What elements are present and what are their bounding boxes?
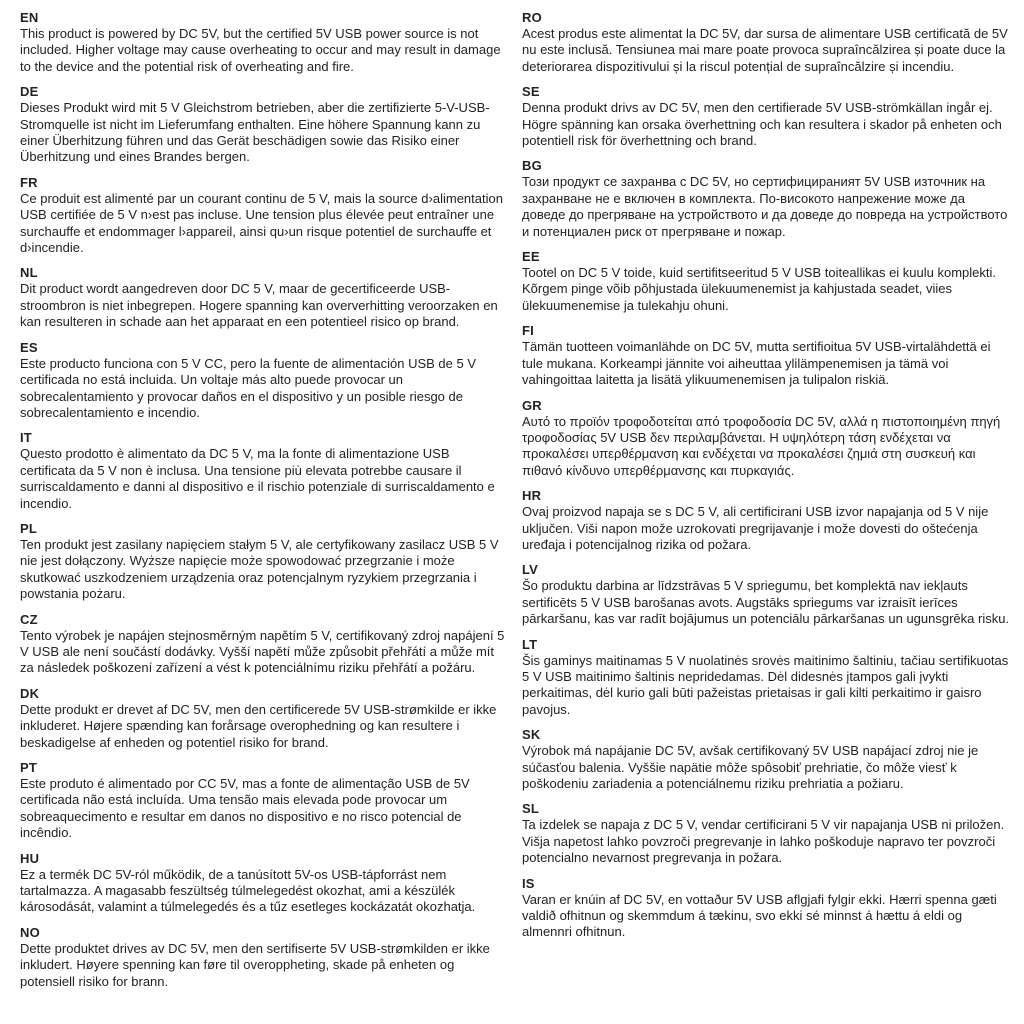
language-section: [522, 801, 1010, 866]
language-section: [20, 686, 508, 751]
language-text: Ta izdelek se napaja z DC 5 V, vendar certificirani 5 V vir napajanja USB ni priložen. Višja napetost lahko povzroči pregrevanje in lahko poškoduje napravo ter povzroči potencialno nevarnost pregrevanja in požara.: [522, 817, 1005, 866]
language-code: GR: [522, 397, 542, 413]
right-column: [522, 10, 1010, 1014]
language-text: This product is powered by DC 5V, but the certified 5V USB power source is not included. Higher voltage may cause overheating to occur and may result in damage to the device and the potential risk of overheating and fire.: [20, 26, 501, 74]
language-text: Tootel on DC 5 V toide, kuid sertifitseeritud 5 V USB toiteallikas ei kuulu komplekti. Kõrgem pinge võib põhjustada ülekuumenemist ja kahjustada seadet, viies ülekuumenemise ja tulekahju ohuni.: [522, 265, 997, 313]
language-text: Dette produktet drives av DC 5V, men den sertifiserte 5V USB-strømkilden er ikke inkludert. Høyere spenning kan føre til overoppheting, skade på enheten og potensiell risiko for brann.: [20, 940, 490, 989]
language-code: SE: [522, 84, 540, 100]
language-section: [522, 84, 1010, 149]
language-section: [522, 562, 1010, 627]
language-code: NL: [20, 265, 38, 281]
language-section: [20, 521, 508, 603]
language-section: [522, 249, 1010, 314]
language-text: Acest produs este alimentat la DC 5V, dar sursa de alimentare USB certificată de 5V nu este inclusă. Tensiunea mai mare poate provoca supraîncălzirea și poate duce la deteriorarea dispozitivului și la riscul potențial de supraîncălzire și incendiu.: [522, 26, 1008, 74]
language-section: [20, 430, 508, 512]
language-text: Ce produit est alimenté par un courant continu de 5 V, mais la source d›alimentation USB certifiée de 5 V n›est pas incluse. Une tension plus élevée peut entraîner une surchauffe et endommager l›appareil, ainsi qu›un risque potentiel de surchauffe et d›incendie.: [20, 190, 503, 256]
language-section: [20, 925, 508, 990]
language-text: Този продукт се захранва с DC 5V, но сертифицираният 5V USB източник на захранване не е включен в комплекта. По-високото напрежение може да доведе до прегряване на устройството и да доведе до повреда на устройството и потенциален риск от прегряване и пожар.: [522, 174, 1008, 239]
language-code: IS: [522, 875, 535, 891]
language-section: [522, 398, 1010, 480]
language-code: DK: [20, 685, 40, 701]
language-code: LT: [522, 636, 538, 652]
language-code: EN: [20, 10, 39, 25]
language-code: ES: [20, 339, 38, 355]
language-text: Este produto é alimentado por CC 5V, mas a fonte de alimentação USB de 5V certificada não está incluída. Uma tensão mais elevada pode provocar um sobreaquecimento e resultar em danos no dispositivo e no risco potencial de incêndio.: [20, 776, 470, 841]
language-code: SL: [522, 801, 540, 817]
language-section: [522, 158, 1010, 240]
language-text: Ten produkt jest zasilany napięciem stałym 5 V, ale certyfikowany zasilacz USB 5 V nie jest dołączony. Wyższe napięcie może spowodować przegrzanie i może skutkować uszkodzeniem urządzenia oraz potencjalnym ryzykiem przegrzania i powstania pożaru.: [20, 536, 499, 602]
language-section: [20, 760, 508, 842]
language-code: IT: [20, 430, 32, 446]
language-section: [522, 876, 1010, 941]
language-code: PL: [20, 520, 38, 536]
language-code: HR: [522, 488, 542, 504]
language-text: Šo produktu darbina ar līdzstrāvas 5 V spriegumu, bet komplektā nav iekļauts sertificēts 5 V USB barošanas avots. Augstāks spriegums var izraisīt ierīces pārkaršanu, kas var radīt bojājumus un potenciālu pārkaršanas un ugunsgrēka risku.: [522, 578, 1010, 627]
language-section: [522, 637, 1010, 719]
language-code: PT: [20, 760, 38, 775]
language-section: [20, 340, 508, 422]
language-text: Questo prodotto è alimentato da DC 5 V, ma la fonte di alimentazione USB certificata da 5 V non è inclusa. Una tensione più elevata potrebbe causare il surriscaldamento e danni al dispositivo e il rischio potenziale di surriscaldamento e incendio.: [20, 446, 495, 511]
language-text: Šis gaminys maitinamas 5 V nuolatinės srovės maitinimo šaltiniu, tačiau sertifikuotas 5 V USB maitinimo šaltinis nepridedamas. Dėl didesnės įtampos gali įvykti perkaitimas, dėl kurio gali būti pažeistas prietaisas ir gali kilti perkaitimo ir gaisro pavojus.: [522, 652, 1009, 717]
language-code: EE: [522, 249, 540, 265]
language-section: [522, 323, 1010, 388]
language-text: Denna produkt drivs av DC 5V, men den certifierade 5V USB-strömkällan ingår ej. Högre spänning kan orsaka överhettning och kan resultera i skador på enheten och potentiell risk för överhettning och brand.: [522, 100, 1002, 149]
language-code: FR: [20, 174, 38, 190]
language-code: NO: [20, 924, 40, 940]
language-code: BG: [522, 158, 542, 174]
language-text: Dit product wordt aangedreven door DC 5 V, maar de gecertificeerde USB-stroombron is niet inbegrepen. Hogere spanning kan oververhitting veroorzaken en kan resulteren in schade aan het apparaat en een potentieel risico op brand.: [20, 281, 498, 330]
language-section: [522, 10, 1010, 75]
language-text: Tämän tuotteen voimanlähde on DC 5V, mutta sertifioitua 5V USB-virtalähdettä ei tule mukana. Korkeampi jännite voi aiheuttaa ylilämpenemisen ja tämä voi vahingoittaa laitetta ja lisätä ylikuumenemisen ja tulipalon riskiä.: [522, 339, 991, 388]
language-text: Ovaj proizvod napaja se s DC 5 V, ali certificirani USB izvor napajanja od 5 V nije uključen. Viši napon može uzrokovati pregrijavanje i može dovesti do oštećenja uređaja i potencijalnog rizika od požara.: [522, 504, 989, 552]
language-text: Este producto funciona con 5 V CC, pero la fuente de alimentación USB de 5 V certificada no está incluida. Un voltaje más alto puede provocar un sobrecalentamiento y provocar daños en el dispositivo y un posible riesgo de sobrecalentamiento e incendio.: [20, 355, 476, 420]
language-text: Varan er knúin af DC 5V, en vottaður 5V USB aflgjafi fylgir ekki. Hærri spenna gæti valdið ofhitnun og skemmdum á tækinu, svo ekki sé minnst á hættu á eldi og almennri ofhitnun.: [522, 891, 997, 940]
language-section: [20, 84, 508, 166]
language-text: Tento výrobek je napájen stejnosměrným napětím 5 V, certifikovaný zdroj napájení 5 V USB ale není součástí dodávky. Vyšší napětí může způsobit přehřátí a může mít za následek poškození zařízení a vést k potenciálnímu riziku přehřátí a požáru.: [20, 627, 505, 676]
language-code: RO: [522, 10, 542, 25]
language-code: CZ: [20, 611, 38, 627]
language-code: DE: [20, 84, 39, 100]
language-text: Výrobok má napájanie DC 5V, avšak certifikovaný 5V USB napájací zdroj nie je súčasťou balenia. Vyššie napätie môže spôsobiť prehriatie, čo môže viesť k poškodeniu zariadenia a potenciálnemu riziku prehriatia a požiaru.: [522, 743, 979, 791]
language-code: HU: [20, 850, 40, 866]
language-code: SK: [522, 727, 541, 743]
language-section: [20, 851, 508, 916]
language-code: LV: [522, 562, 539, 578]
language-text: Ez a termék DC 5V-ról működik, de a tanúsított 5V-os USB-tápforrást nem tartalmazza. A magasabb feszültség túlmelegedést okozhat, ami a készülék károsodását, valamint a túlmelegedés és a tűz esetleges kockázatát okozhatja.: [20, 866, 476, 915]
language-section: [20, 612, 508, 677]
language-section: [20, 10, 508, 75]
language-text: Αυτό το προϊόν τροφοδοτείται από τροφοδοσία DC 5V, αλλά η πιστοποιημένη πηγή τροφοδοσίας 5V USB δεν περιλαμβάνεται. Η υψηλότερη τάση ενδέχεται να προκαλέσει υπερθέρμανση και ενδέχεται να προκαλέσει ζημιά στη συσκευή και πιθανό κίνδυνο υπερθέρμανσης και πυρκαγιάς.: [522, 413, 1001, 478]
language-text: Dieses Produkt wird mit 5 V Gleichstrom betrieben, aber die zertifizierte 5-V-USB-Stromquelle ist nicht im Lieferumfang enthalten. Eine höhere Spannung kann zu einer Überhitzung führen und das Gerät beschädigen sowie das Risiko einer Überhitzung und eines Brandes bergen.: [20, 100, 490, 165]
language-section: [522, 727, 1010, 792]
language-section: [20, 175, 508, 257]
language-text: Dette produkt er drevet af DC 5V, men den certificerede 5V USB-strømkilde er ikke inkluderet. Højere spænding kan forårsage overophedning og kan resultere i beskadigelse af enheden og potentiel risiko for brand.: [20, 701, 497, 750]
language-section: [20, 265, 508, 330]
language-code: FI: [522, 323, 534, 339]
language-section: [522, 488, 1010, 553]
left-column: [20, 10, 508, 1014]
